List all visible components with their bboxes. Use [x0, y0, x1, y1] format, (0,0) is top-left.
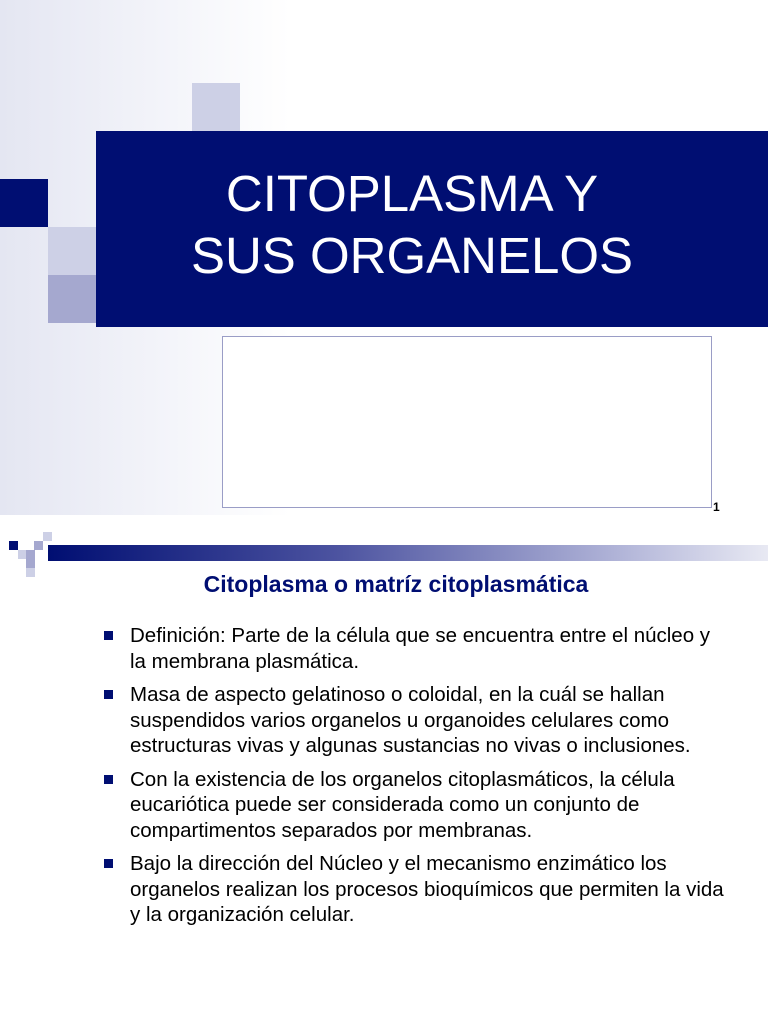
- slide-title: [96, 163, 728, 287]
- bullet-text: Bajo la dirección del Núcleo y el mecanismo enzimático los organelos realizan los procesos bioquímicos que permiten la vida y la organización celular.: [130, 852, 724, 926]
- bullet-text: Con la existencia de los organelos citoplasmáticos, la célula eucariótica puede ser considerada como un conjunto de compartimentos separados por membranas.: [130, 767, 675, 842]
- decor-square-small: [43, 532, 52, 541]
- decor-square-small: [34, 541, 43, 550]
- bullet-item: [104, 682, 724, 759]
- decor-square: [48, 275, 96, 323]
- header-gradient-bar: [48, 545, 768, 561]
- bullet-list: [104, 623, 724, 936]
- square-bullet-icon: [104, 775, 113, 784]
- content-slide: [0, 515, 768, 1024]
- square-bullet-icon: [104, 859, 113, 868]
- square-bullet-icon: [104, 690, 113, 699]
- decor-square: [48, 227, 96, 275]
- title-line-1: CITOPLASMA Y: [225, 165, 599, 222]
- decor-square: [192, 83, 240, 131]
- subtitle-placeholder: [222, 336, 712, 508]
- decor-square: [0, 179, 48, 227]
- bullet-text: Masa de aspecto gelatinoso o coloidal, en la cuál se hallan suspendidos varios organelos u organoides celulares como estructuras vivas y algunas sustancias no vivas o inclusiones.: [130, 683, 691, 757]
- bullet-item: [104, 851, 724, 928]
- bullet-item: [104, 767, 724, 844]
- page-number: 1: [713, 500, 720, 514]
- decor-square-small: [9, 541, 18, 550]
- decor-square-small: [26, 559, 35, 568]
- slide-heading: Citoplasma o matríz citoplasmática: [203, 571, 589, 597]
- title-line-2: SUS ORGANELOS: [190, 227, 634, 284]
- bullet-item: [104, 623, 724, 674]
- bullet-text: Definición: Parte de la célula que se encuentra entre el núcleo y la membrana plasmática.: [130, 624, 711, 673]
- decor-square-small: [26, 550, 35, 559]
- square-bullet-icon: [104, 631, 113, 640]
